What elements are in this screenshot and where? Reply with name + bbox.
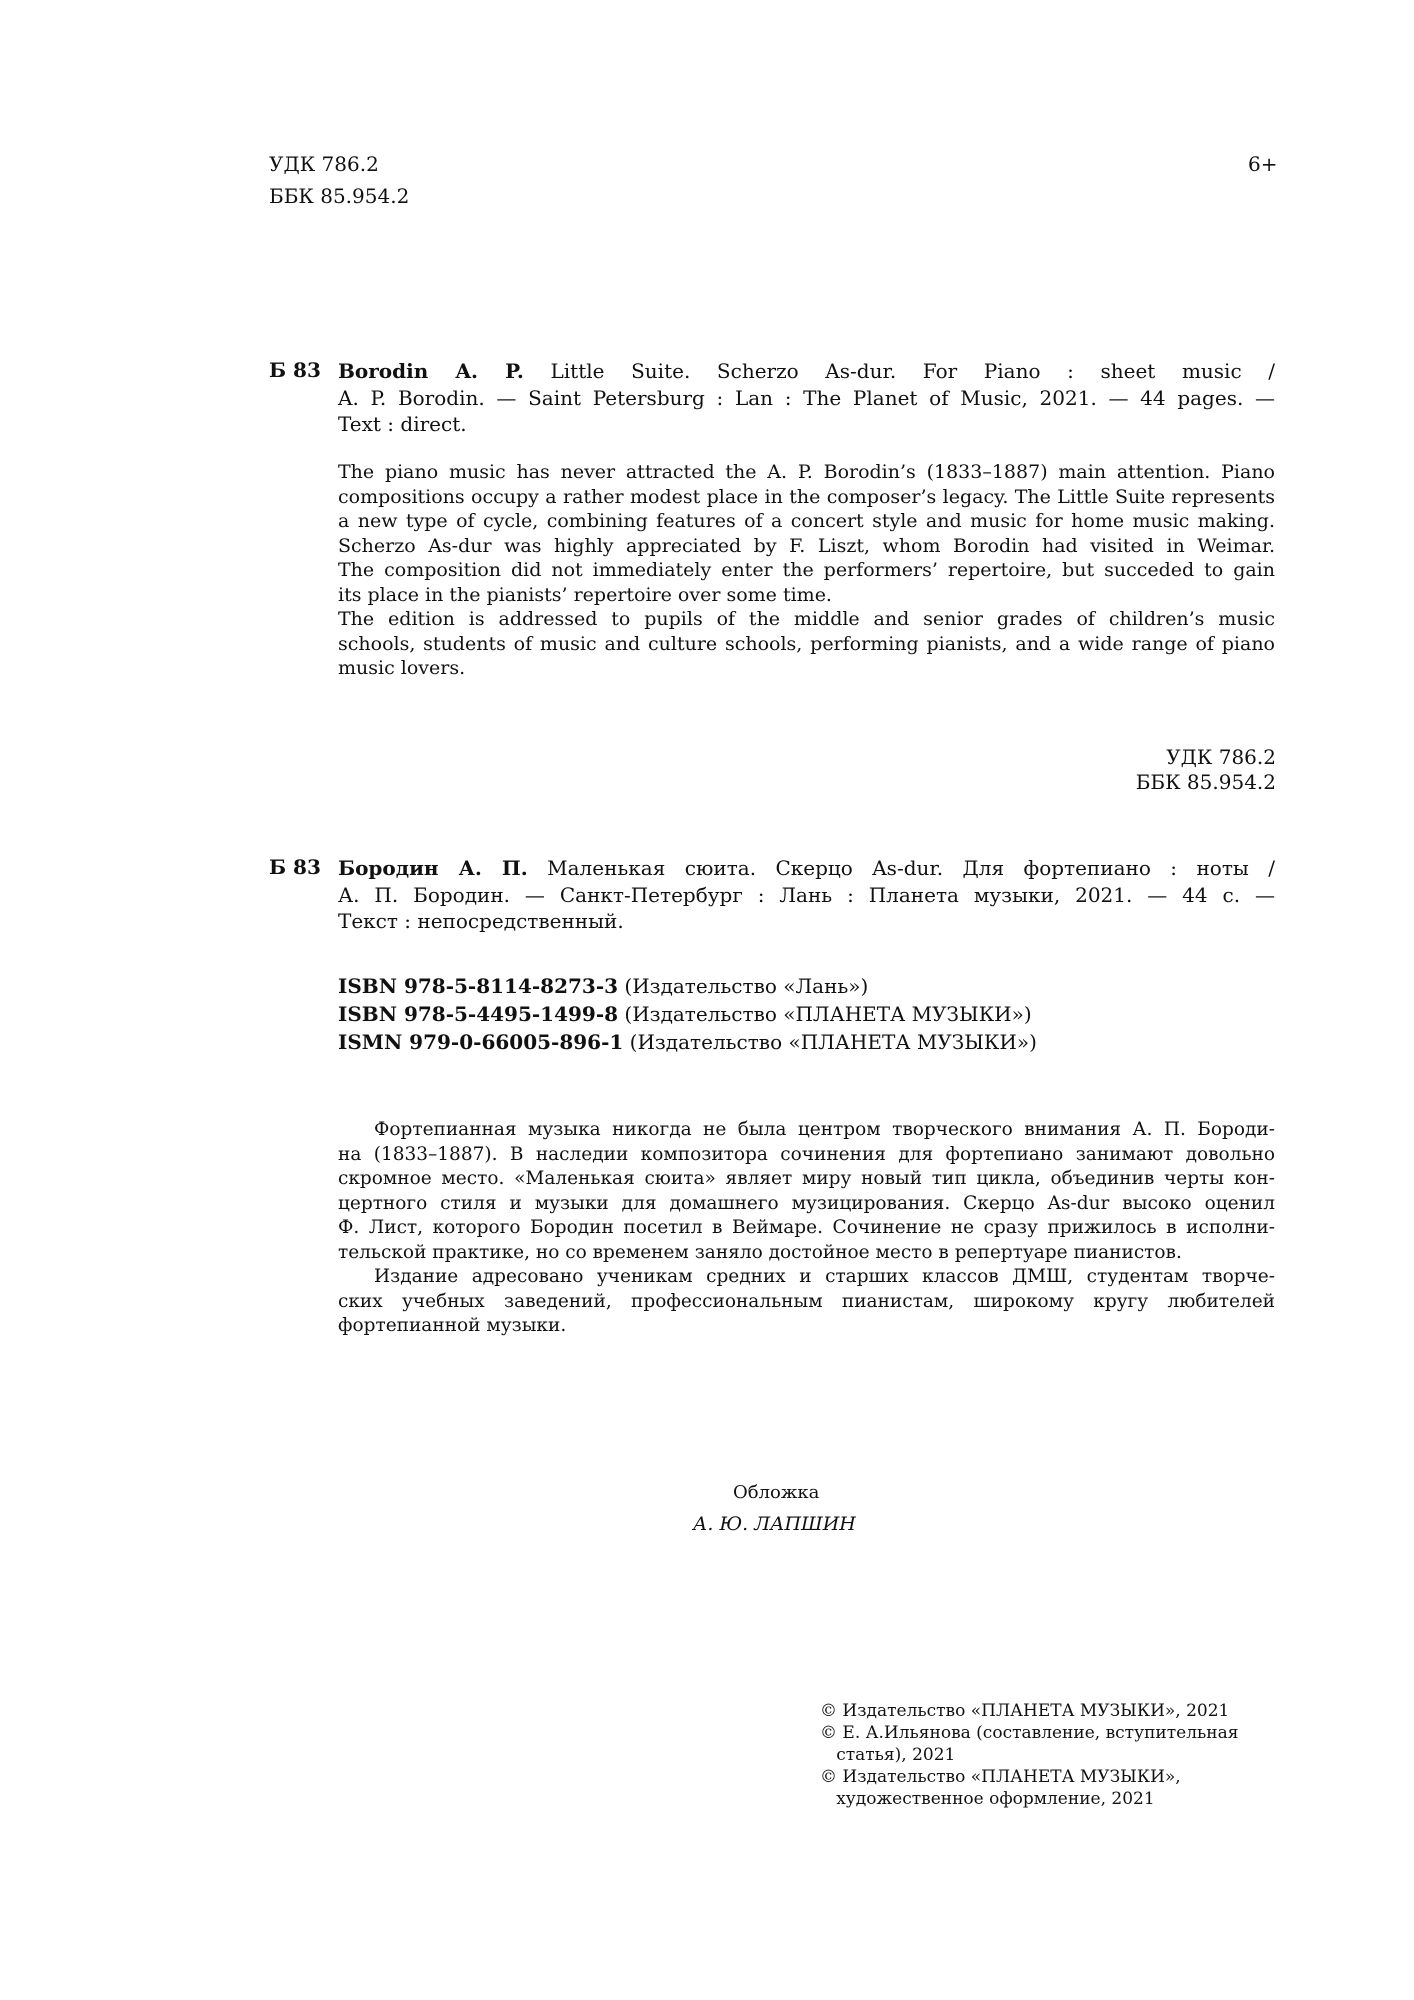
bib-title-en: Little Suite. Scherzo As-dur. For Piano : sheet music / bbox=[550, 359, 1276, 383]
bbk-code-mid: ББК 85.954.2 bbox=[1135, 770, 1276, 794]
bib-line2-ru: А. П. Бородин. — Санкт-Петербург : Лань : Планета музыки, 2021. — 44 с. — bbox=[338, 883, 1275, 907]
age-rating: 6+ bbox=[1248, 152, 1278, 176]
isbn-publisher: (Издательство «ПЛАНЕТА МУЗЫКИ») bbox=[618, 1002, 1032, 1026]
abstract2-ru-line: Издание адресовано ученикам средних и старших классов ДМШ, студентам творче- bbox=[374, 1266, 1275, 1287]
copyright-line: © Е. А.Ильянова (составление, вступительная bbox=[820, 1723, 1239, 1743]
author-code-ru: Б 83 bbox=[269, 855, 321, 879]
isbn-line bbox=[338, 1000, 1037, 1028]
ismn-number: ISMN 979-0-66005-896-1 bbox=[338, 1030, 624, 1054]
author-code-en: Б 83 bbox=[269, 358, 321, 382]
author-name-ru: Бородин А. П. bbox=[338, 856, 528, 880]
udk-code-mid: УДК 786.2 bbox=[1166, 745, 1276, 769]
abstract2-en-line: music lovers. bbox=[338, 657, 466, 679]
copyright-block bbox=[820, 1700, 1238, 1810]
abstract2-en-line: The edition is addressed to pupils of the middle and senior grades of children’s music bbox=[338, 608, 1275, 630]
bib-line3-en: Text : direct. bbox=[338, 412, 467, 436]
copyright-line: художественное оформление, 2021 bbox=[820, 1789, 1155, 1809]
isbn-publisher: (Издательство «Лань») bbox=[618, 974, 869, 998]
isbn-block bbox=[338, 972, 1037, 1056]
cover-label: Обложка bbox=[733, 1482, 820, 1503]
abstract2-en-line: schools, students of music and culture schools, performing pianists, and a wide range of piano bbox=[338, 632, 1275, 655]
copyright-line: © Издательство «ПЛАНЕТА МУЗЫКИ», bbox=[820, 1767, 1181, 1787]
abstract2-ru-line: ских учебных заведений, профессиональным пианистам, широкому кругу любителей bbox=[338, 1290, 1275, 1312]
abstract-en-line: The composition did not immediately enter the performers’ repertoire, but succeded to gain bbox=[338, 559, 1275, 581]
abstract-en-line: a new type of cycle, combining features of a concert style and music for home music making. bbox=[338, 510, 1275, 532]
abstract2-ru-line: фортепианной музыки. bbox=[338, 1315, 567, 1336]
abstract-ru bbox=[338, 1118, 1275, 1339]
isbn-number: ISBN 978-5-8114-8273-3 bbox=[338, 974, 619, 998]
bib-line3-ru: Текст : непосредственный. bbox=[338, 909, 624, 933]
isbn-line bbox=[338, 972, 1037, 1000]
abstract-ru-line: на (1833–1887). В наследии композитора сочинения для фортепиано занимают довольно bbox=[338, 1143, 1275, 1165]
cover-artist: А. Ю. ЛАПШИН bbox=[693, 1513, 856, 1535]
abstract-en bbox=[338, 460, 1275, 681]
copyright-line: © Издательство «ПЛАНЕТА МУЗЫКИ», 2021 bbox=[820, 1701, 1230, 1721]
copyright-line: статья), 2021 bbox=[820, 1745, 956, 1765]
abstract-en-line: compositions occupy a rather modest place in the composer’s legacy. The Little Suite represents bbox=[338, 485, 1275, 508]
bib-line1-ru bbox=[338, 855, 1275, 882]
bib-line2-en: A. P. Borodin. — Saint Petersburg : Lan : The Planet of Music, 2021. — 44 pages. — bbox=[338, 386, 1275, 410]
abstract-en-line: The piano music has never attracted the A. P. Borodin’s (1833–1887) main attention. Piano bbox=[338, 461, 1275, 483]
author-name-en: Borodin A. P. bbox=[338, 359, 524, 383]
abstract-ru-line: тельской практике, но со временем заняло достойное место в репертуаре пианистов. bbox=[338, 1241, 1182, 1263]
bib-title-ru: Маленькая сюита. Скерцо As-dur. Для фортепиано : ноты / bbox=[547, 856, 1275, 880]
bbk-code-top: ББК 85.954.2 bbox=[269, 184, 410, 208]
ismn-publisher: (Издательство «ПЛАНЕТА МУЗЫКИ») bbox=[623, 1030, 1037, 1054]
isbn-number: ISBN 978-5-4495-1499-8 bbox=[338, 1002, 619, 1026]
bib-header-ru bbox=[338, 855, 1275, 934]
ismn-line bbox=[338, 1028, 1037, 1056]
abstract-ru-line: Ф. Лист, которого Бородин посетил в Веймаре. Сочинение не сразу прижилось в исполни- bbox=[338, 1217, 1275, 1238]
abstract-en-line: Scherzo As-dur was highly appreciated by F. Liszt, whom Borodin had visited in Weimar. bbox=[338, 534, 1275, 557]
abstract-ru-line: Фортепианная музыка никогда не была центром творческого внимания А. П. Бороди- bbox=[374, 1119, 1275, 1140]
bib-line1-en bbox=[338, 358, 1275, 385]
abstract-ru-line: цертного стиля и музыки для домашнего музицирования. Скерцо As-dur высоко оценил bbox=[338, 1192, 1275, 1214]
udk-code-top: УДК 786.2 bbox=[269, 152, 379, 176]
abstract-ru-line: скромное место. «Маленькая сюита» являет миру новый тип цикла, объединив черты кон- bbox=[338, 1168, 1275, 1189]
abstract-en-line: its place in the pianists’ repertoire over some time. bbox=[338, 583, 832, 606]
bib-header-en bbox=[338, 358, 1275, 437]
